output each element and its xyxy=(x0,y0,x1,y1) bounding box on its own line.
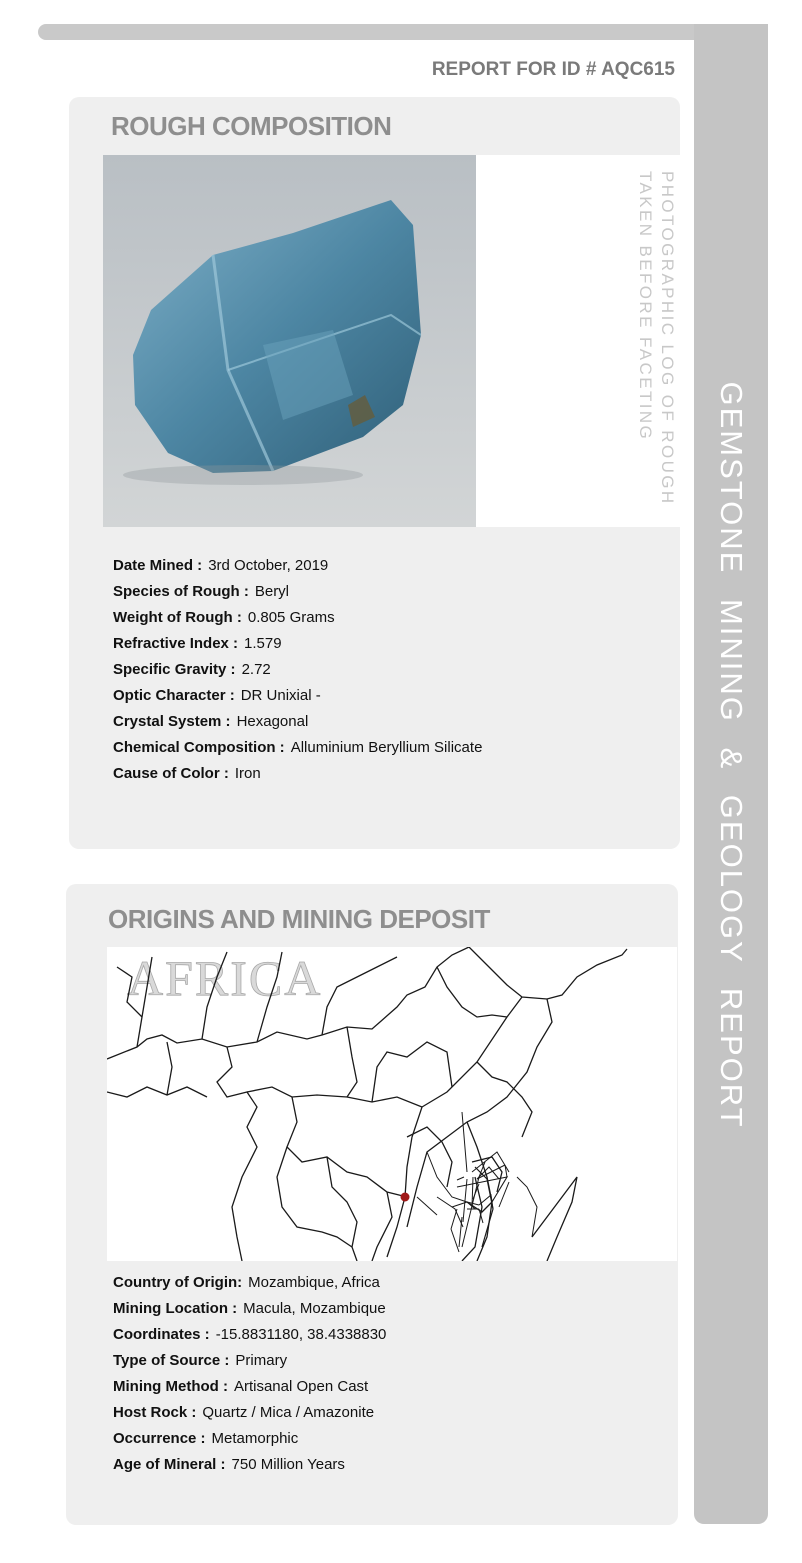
gemstone-photo xyxy=(103,155,476,527)
photo-area xyxy=(103,155,680,527)
field-species: Species of Rough : Beryl xyxy=(113,583,290,600)
origins-title: ORIGINS AND MINING DEPOSIT xyxy=(108,904,490,934)
report-id: REPORT FOR ID # AQC615 xyxy=(431,59,675,80)
field-optic-character: Optic Character : DR Unixial - xyxy=(113,687,321,704)
field-crystal-system: Crystal System : Hexagonal xyxy=(113,713,309,730)
field-specific-gravity: Specific Gravity : 2.72 xyxy=(113,661,271,678)
side-title: GEMSTONE MINING & GEOLOGY REPORT xyxy=(714,381,749,1129)
field-chemical-composition: Chemical Composition : Alluminium Beryllium Silicate xyxy=(113,739,483,756)
origins-fields xyxy=(113,1270,386,1478)
field-mining-method: Mining Method : Artisanal Open Cast xyxy=(113,1378,369,1395)
africa-map-image xyxy=(107,947,677,1261)
field-weight: Weight of Rough : 0.805 Grams xyxy=(113,609,335,626)
field-occurrence: Occurrence : Metamorphic xyxy=(113,1430,299,1447)
top-bar xyxy=(38,24,768,40)
africa-map xyxy=(107,947,677,1261)
field-type-of-source: Type of Source : Primary xyxy=(113,1352,288,1369)
field-age-of-mineral: Age of Mineral : 750 Million Years xyxy=(113,1456,345,1473)
field-mining-location: Mining Location : Macula, Mozambique xyxy=(113,1300,386,1317)
field-refractive-index: Refractive Index : 1.579 xyxy=(113,635,282,652)
field-country-of-origin: Country of Origin: Mozambique, Africa xyxy=(113,1274,380,1291)
photo-caption: PHOTOGRAPHIC LOG OF ROUGH TAKEN BEFORE FACETING xyxy=(636,171,677,506)
rough-composition-title: ROUGH COMPOSITION xyxy=(111,111,392,141)
field-host-rock: Host Rock : Quartz / Mica / Amazonite xyxy=(113,1404,375,1421)
field-coordinates: Coordinates : -15.8831180, 38.4338830 xyxy=(113,1326,387,1343)
rough-fields xyxy=(113,553,482,787)
field-date-mined: Date Mined : 3rd October, 2019 xyxy=(113,557,329,574)
gemstone-photo-image xyxy=(103,155,476,527)
map-label: AFRICA xyxy=(127,950,323,1006)
field-cause-of-color: Cause of Color : Iron xyxy=(113,765,261,782)
mine-location-marker xyxy=(401,1193,410,1202)
